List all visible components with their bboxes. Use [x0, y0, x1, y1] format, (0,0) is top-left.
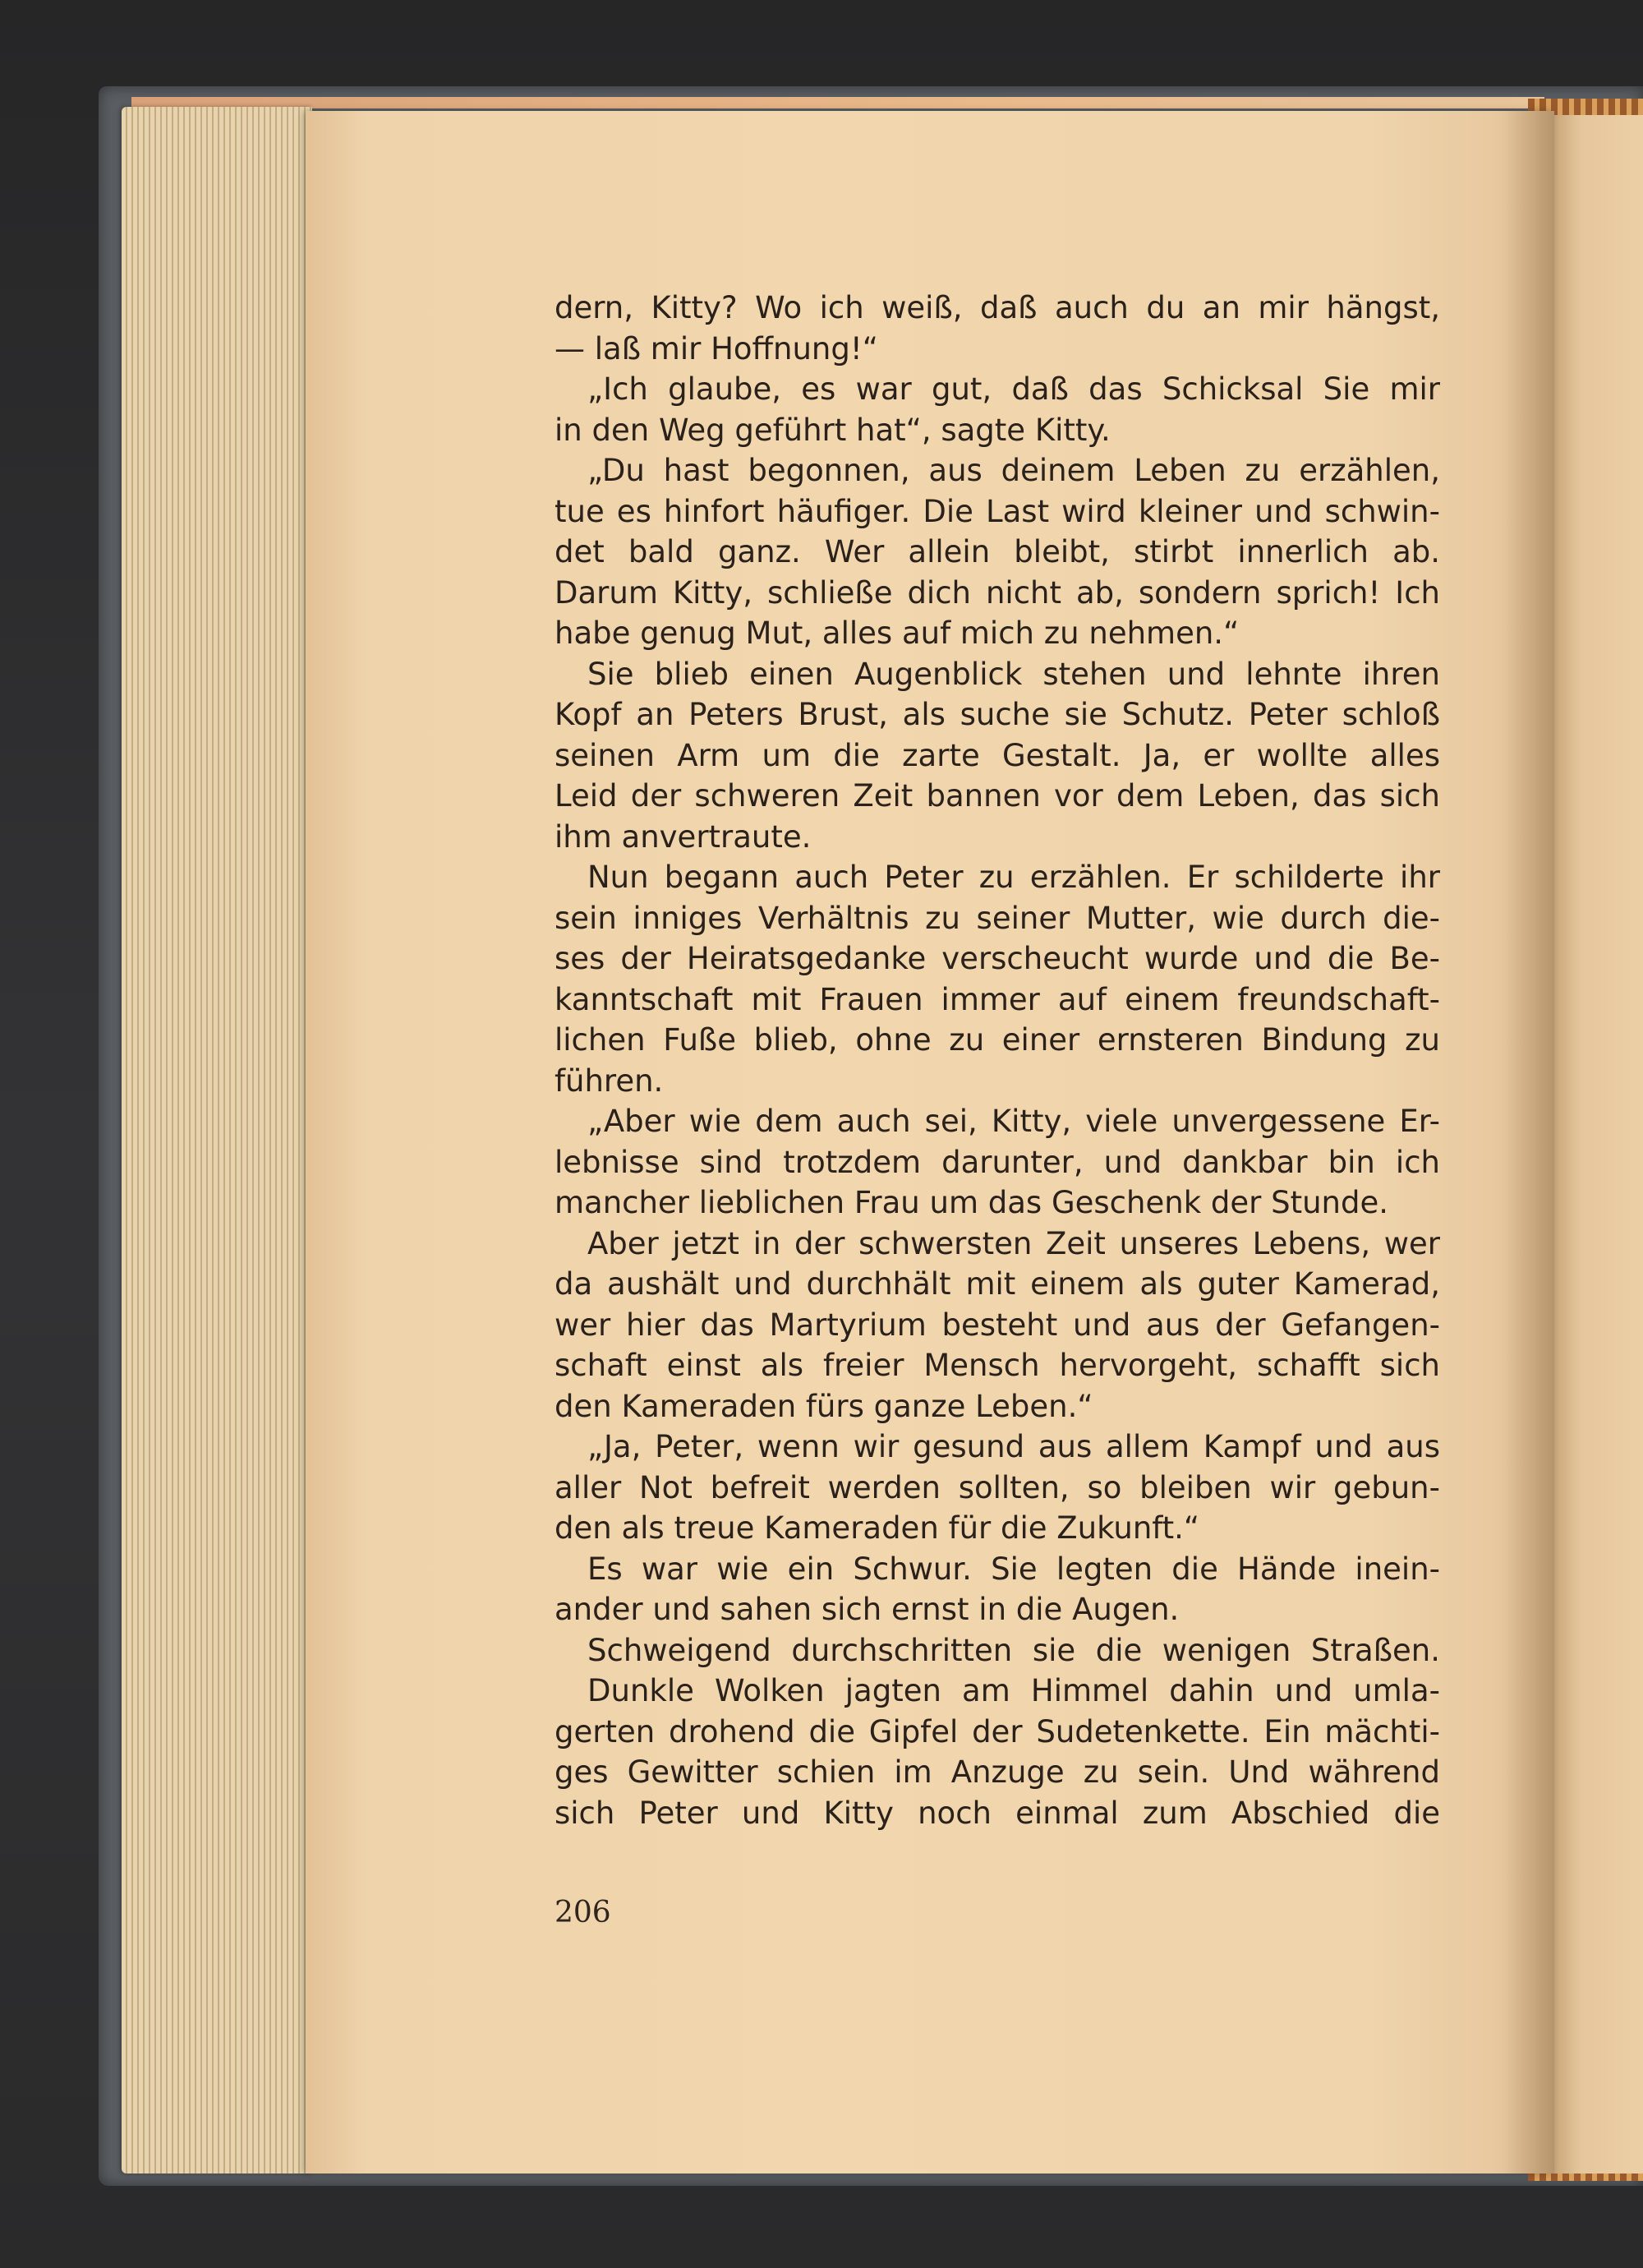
text-line: Schweigend durchschritten sie die wenigen Straßen.: [587, 1632, 1440, 1668]
text-line: lebnisse sind trotzdem darunter, und dankbar bin ich: [555, 1144, 1440, 1180]
text-line: det bald ganz. Wer allein bleibt, stirbt innerlich ab.: [555, 534, 1440, 569]
text-line: ander und sahen sich ernst in die Augen.: [555, 1592, 1180, 1627]
page-block-edges: [122, 107, 312, 2174]
text-line: sein inniges Verhältnis zu seiner Mutter, wie durch die-: [555, 900, 1440, 936]
text-line: den als treue Kameraden für die Zukunft.“: [555, 1510, 1200, 1546]
text-line: lichen Fuße blieb, ohne zu einer ernsteren Bindung zu: [555, 1022, 1440, 1058]
text-line: tue es hinfort häufiger. Die Last wird kleiner und schwin-: [555, 493, 1440, 529]
text-line: in den Weg geführt hat“, sagte Kitty.: [555, 412, 1111, 448]
text-line: „Ich glaube, es war gut, daß das Schicksal Sie mir: [587, 371, 1440, 407]
text-line: Dunkle Wolken jagten am Himmel dahin und umla-: [587, 1673, 1440, 1708]
page-number: 206: [555, 1896, 611, 1929]
gutter-shadow: [1503, 111, 1554, 2174]
text-line: „Aber wie dem auch sei, Kitty, viele unvergessene Er-: [587, 1104, 1440, 1139]
text-line: — laß mir Hoffnung!“: [555, 330, 878, 366]
text-line: wer hier das Martyrium besteht und aus der Gefangen-: [555, 1307, 1440, 1343]
text-line: mancher lieblichen Frau um das Geschenk der Stunde.: [555, 1185, 1389, 1220]
right-page-sliver: [1554, 115, 1643, 2174]
text-line: ihm anvertraute.: [555, 818, 812, 855]
text-line: Sie blieb einen Augenblick stehen und lehnte ihren: [587, 656, 1440, 692]
body-text: [555, 288, 1440, 1833]
text-line: Nun begann auch Peter zu erzählen. Er schilderte ihr: [587, 860, 1440, 895]
text-line: führen.: [555, 1063, 664, 1099]
text-line: ges Gewitter schien im Anzuge zu sein. Und während: [555, 1754, 1440, 1790]
text-line: sich Peter und Kitty noch einmal zum Abschied die: [555, 1795, 1440, 1831]
text-line: dern, Kitty? Wo ich weiß, daß auch du an mir hängst,: [555, 290, 1440, 325]
text-line: ses der Heiratsgedanke verscheucht wurde und die Be-: [555, 941, 1440, 976]
text-line: Leid der schweren Zeit bannen vor dem Leben, das sich: [555, 778, 1440, 814]
text-line: da aushält und durchhält mit einem als guter Kamerad,: [555, 1266, 1440, 1302]
text-line: Es war wie ein Schwur. Sie legten die Hände inein-: [587, 1551, 1440, 1587]
text-line: Kopf an Peters Brust, als suche sie Schutz. Peter schloß: [555, 697, 1440, 732]
page-top-edge: [131, 97, 1544, 108]
text-line: Aber jetzt in der schwersten Zeit unseres Lebens, wer: [587, 1225, 1440, 1261]
text-line: „Ja, Peter, wenn wir gesund aus allem Kampf und aus: [587, 1429, 1440, 1464]
text-line: aller Not befreit werden sollten, so bleiben wir gebun-: [555, 1469, 1440, 1505]
text-line: kanntschaft mit Frauen immer auf einem freundschaft-: [555, 981, 1440, 1017]
text-line: „Du hast begonnen, aus deinem Leben zu erzählen,: [587, 453, 1440, 488]
text-line: habe genug Mut, alles auf mich zu nehmen.“: [555, 615, 1240, 651]
text-line: seinen Arm um die zarte Gestalt. Ja, er wollte alles: [555, 737, 1440, 773]
text-line: den Kameraden fürs ganze Leben.“: [555, 1388, 1093, 1424]
text-line: schaft einst als freier Mensch hervorgeht, schafft sich: [555, 1348, 1440, 1383]
text-line: Darum Kitty, schließe dich nicht ab, sondern sprich! Ich: [555, 574, 1440, 611]
text-line: gerten drohend die Gipfel der Sudetenkette. Ein mächti-: [555, 1713, 1440, 1749]
